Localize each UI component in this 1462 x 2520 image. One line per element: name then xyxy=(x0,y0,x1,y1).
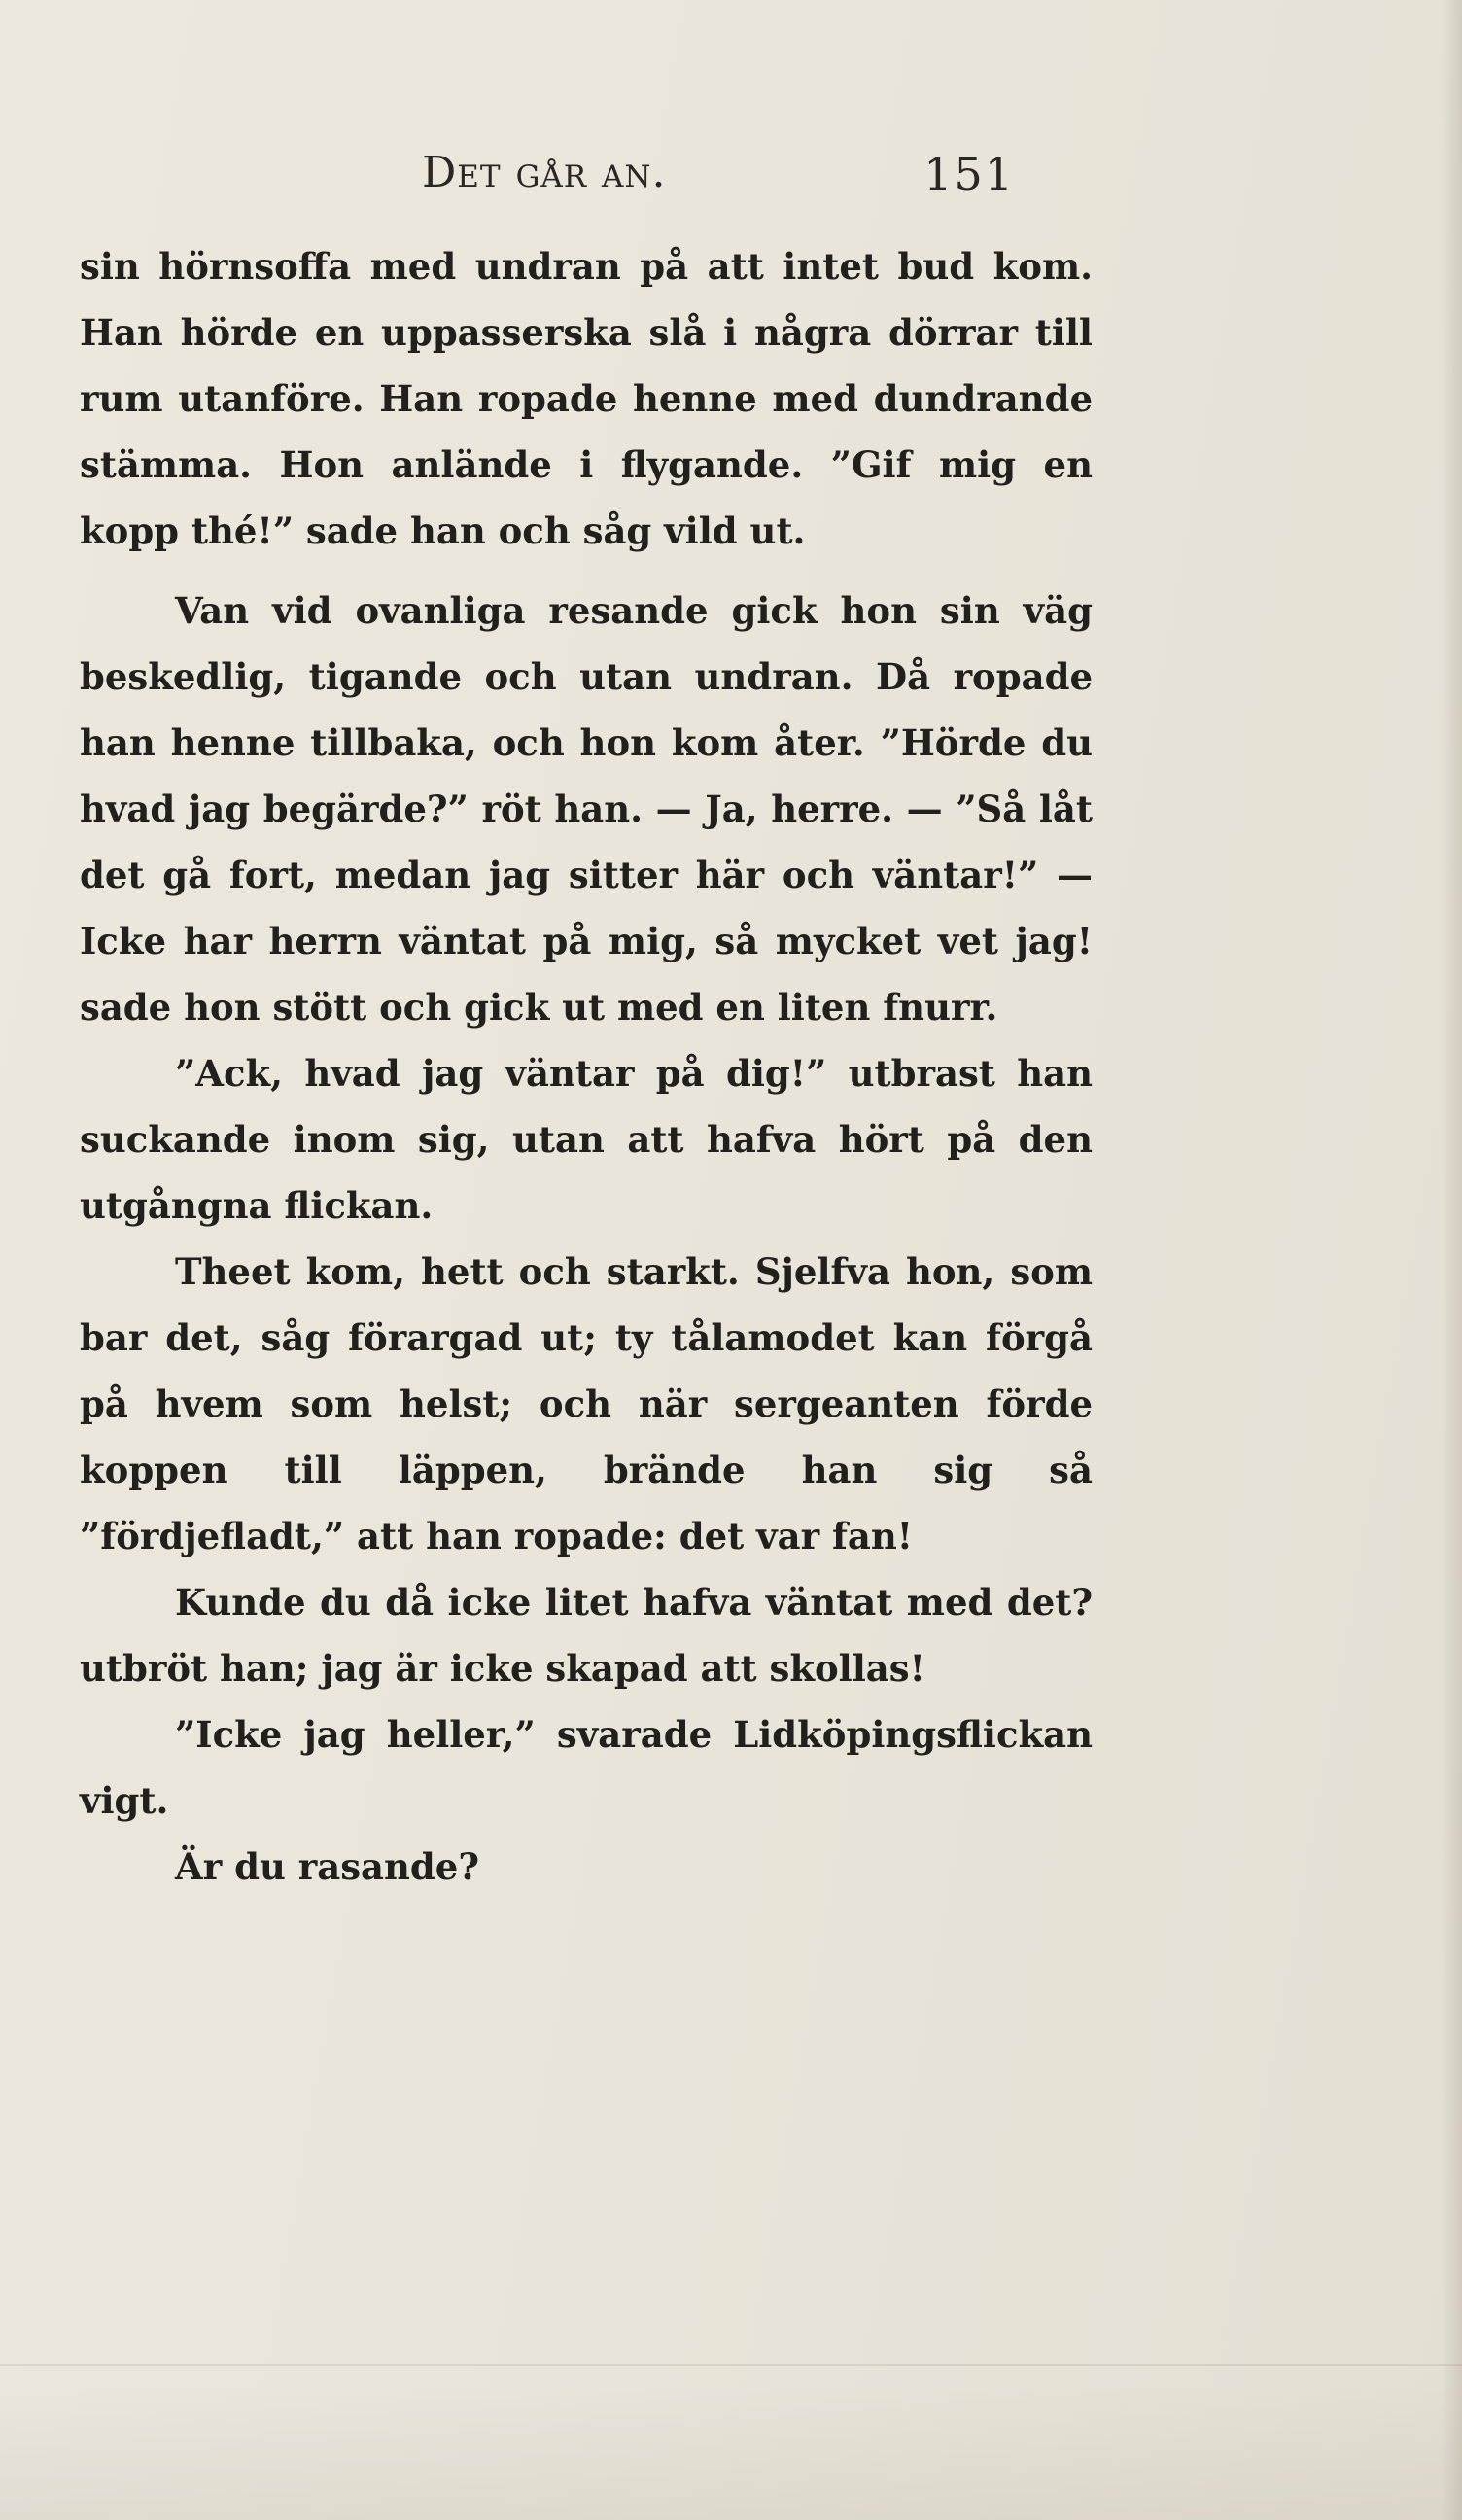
page-edge-shadow xyxy=(1441,0,1462,2520)
paragraph: Theet kom, hett och starkt. Sjelfva hon, som bar det, såg förargad ut; ty tålamodet kan förgå på hvem som helst; och när sergeanten förde koppen till läppen, brände han sig så ”fördjefladt,” att han ropade: det var fan! xyxy=(80,1250,1093,1558)
page-bottom-shade xyxy=(0,2384,1462,2520)
paragraph: Är du rasande? xyxy=(175,1845,480,1888)
page-number: 151 xyxy=(923,148,1015,200)
paragraph: Van vid ovanliga resande gick hon sin väg beskedlig, tigande och utan undran. Då ropade han henne tillbaka, och hon kom åter. ”Hörde du hvad jag begärde?” röt han. — Ja, herre. — ”Så låt det gå fort, medan jag sitter här och väntar!” — Icke har herrn väntat på mig, så mycket vet jag! sade hon stött och gick ut med en liten fnurr. xyxy=(80,589,1093,1029)
paragraph: ”Icke jag heller,” svarade Lidköpingsflickan vigt. xyxy=(80,1713,1093,1822)
paragraph: ”Ack, hvad jag väntar på dig!” utbrast han suckande inom sig, utan att hafva hört på den utgångna flickan. xyxy=(80,1052,1093,1227)
paragraph: Kunde du då icke litet hafva väntat med det? utbröt han; jag är icke skapad att skollas! xyxy=(80,1581,1093,1690)
paragraph: sin hörnsoffa med undran på att intet bud kom. Han hörde en uppasserska slå i några dörrar till rum utanföre. Han ropade henne med dundrande stämma. Hon anlände i flygande. ”Gif mig en kopp thé!” sade han och såg vild ut. xyxy=(80,245,1093,552)
page-header xyxy=(80,148,1034,216)
page-fold-line xyxy=(0,2364,1462,2366)
running-title: Det går an. xyxy=(422,148,667,197)
body-text xyxy=(80,233,1093,1900)
